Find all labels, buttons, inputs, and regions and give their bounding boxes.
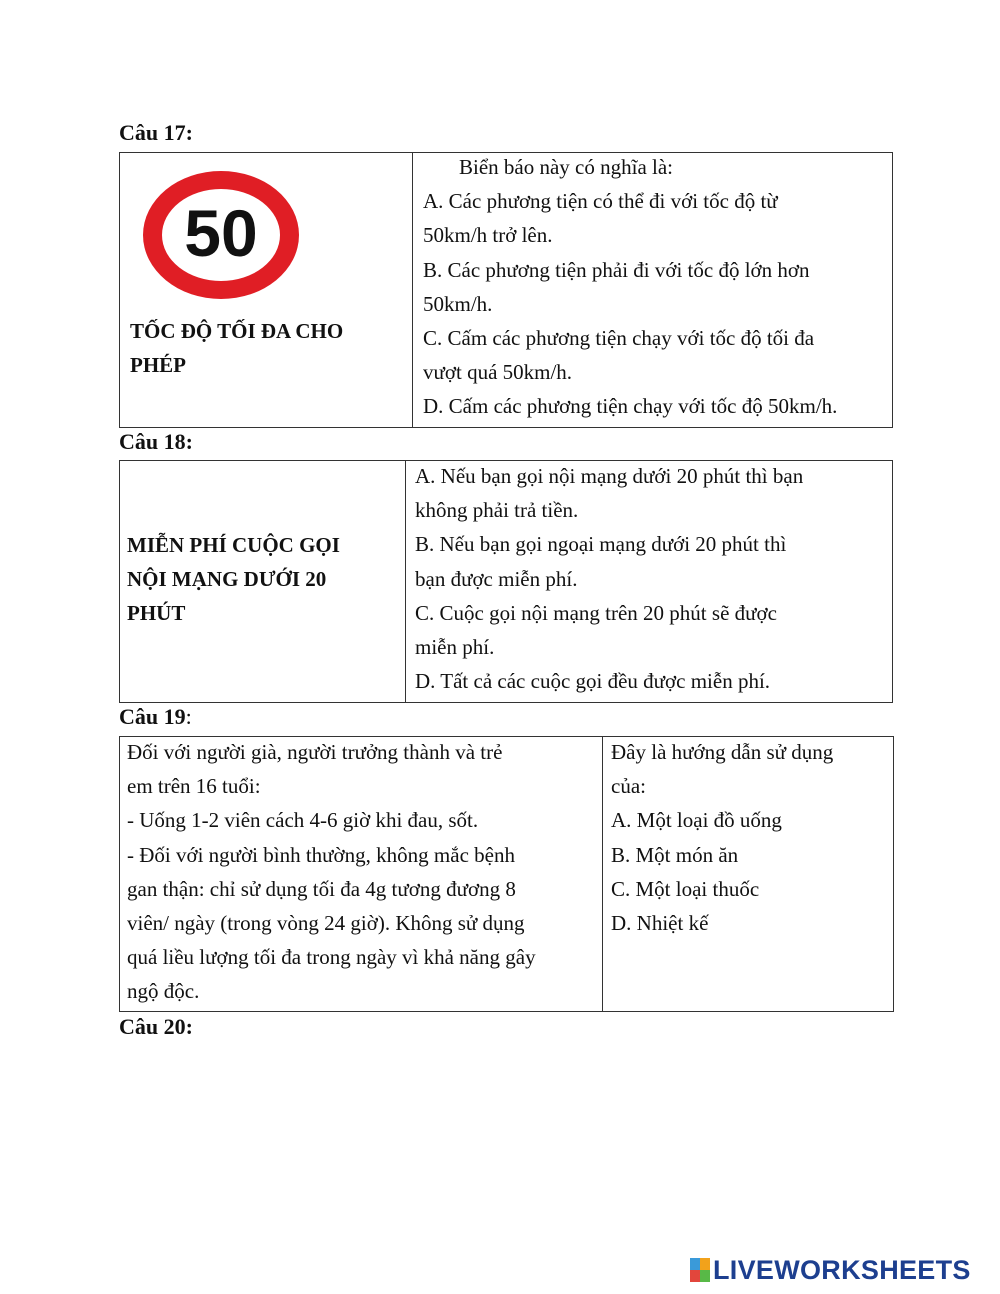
answer-option-a[interactable]: A. Các phương tiện có thể đi với tốc độ từ: [423, 189, 778, 214]
instruction-line: ngộ độc.: [127, 979, 200, 1004]
question-18-answers: [415, 459, 803, 698]
speed-limit-sign-icon: [135, 164, 307, 306]
answer-option-a-cont: không phải trả tiền.: [415, 498, 579, 523]
notice-line: PHÚT: [127, 601, 186, 626]
speed-limit-number: 50: [184, 196, 258, 270]
answer-option-c[interactable]: C. Một loại thuốc: [611, 876, 760, 901]
instruction-line: gan thận: chỉ sử dụng tối đa 4g tương đương 8: [127, 876, 516, 901]
question-prompt-cont: của:: [611, 774, 646, 799]
question-17-title: Câu 17:: [119, 120, 193, 145]
instruction-line: viên/ ngày (trong vòng 24 giờ). Không sử dụng: [127, 911, 525, 936]
question-19-answers: [611, 735, 833, 940]
instruction-line: Đối với người già, người trưởng thành và trẻ: [127, 740, 503, 764]
question-19-label: Câu 19: [119, 704, 186, 729]
table-divider: [602, 737, 603, 1011]
question-19-colon: :: [185, 704, 192, 729]
answer-option-c-cont: vượt quá 50km/h.: [423, 360, 573, 385]
instruction-line: - Đối với người bình thường, không mắc bệnh: [127, 842, 515, 867]
answer-option-b-cont: bạn được miễn phí.: [415, 566, 578, 591]
answer-option-a[interactable]: A. Một loại đồ uống: [611, 808, 782, 833]
instruction-line: - Uống 1-2 viên cách 4-6 giờ khi đau, sốt.: [127, 808, 479, 833]
answer-option-a-cont: 50km/h trở lên.: [423, 223, 553, 248]
table-divider: [412, 153, 413, 427]
answer-option-c[interactable]: C. Cuộc gọi nội mạng trên 20 phút sẽ được: [415, 600, 777, 625]
question-18-title: Câu 18:: [119, 429, 193, 454]
answer-option-d[interactable]: D. Cấm các phương tiện chạy với tốc độ 50km/h.: [423, 394, 838, 419]
brand-name: LIVEWORKSHEETS: [713, 1255, 971, 1285]
usage-instructions: [127, 735, 536, 1009]
answer-option-c-cont: miễn phí.: [415, 635, 495, 660]
answer-option-b[interactable]: B. Một món ăn: [611, 842, 739, 867]
answer-option-c[interactable]: C. Cấm các phương tiện chạy với tốc độ tối đa: [423, 326, 815, 351]
answer-option-b[interactable]: B. Nếu bạn gọi ngoại mạng dưới 20 phút thì: [415, 532, 787, 557]
liveworksheets-icon: [690, 1258, 710, 1282]
table-divider: [405, 461, 406, 702]
question-19-title: [119, 704, 192, 730]
question-17-answers: [423, 150, 837, 424]
sign-caption: [130, 314, 343, 382]
question-20-title: Câu 20:: [119, 1014, 193, 1039]
notice-text: [127, 528, 340, 631]
sign-caption-line: TỐC ĐỘ TỐI ĐA CHO: [130, 319, 344, 343]
notice-line: MIỄN PHÍ CUỘC GỌI: [127, 533, 340, 557]
instruction-line: em trên 16 tuổi:: [127, 774, 261, 799]
question-prompt: Đây là hướng dẫn sử dụng: [611, 740, 834, 764]
liveworksheets-logo: [690, 1255, 971, 1285]
answer-option-b[interactable]: B. Các phương tiện phải đi với tốc độ lớn hơn: [423, 257, 810, 282]
answer-option-d[interactable]: D. Nhiệt kế: [611, 911, 709, 936]
notice-line: NỘI MẠNG DƯỚI 20: [127, 567, 327, 592]
answer-option-d[interactable]: D. Tất cả các cuộc gọi đều được miễn phí.: [415, 669, 771, 694]
sign-caption-line: PHÉP: [130, 353, 186, 378]
answer-option-a[interactable]: A. Nếu bạn gọi nội mạng dưới 20 phút thì bạn: [415, 464, 804, 488]
answer-option-b-cont: 50km/h.: [423, 291, 493, 316]
question-prompt: Biển báo này có nghĩa là:: [459, 155, 674, 179]
instruction-line: quá liều lượng tối đa trong ngày vì khả năng gây: [127, 945, 536, 970]
